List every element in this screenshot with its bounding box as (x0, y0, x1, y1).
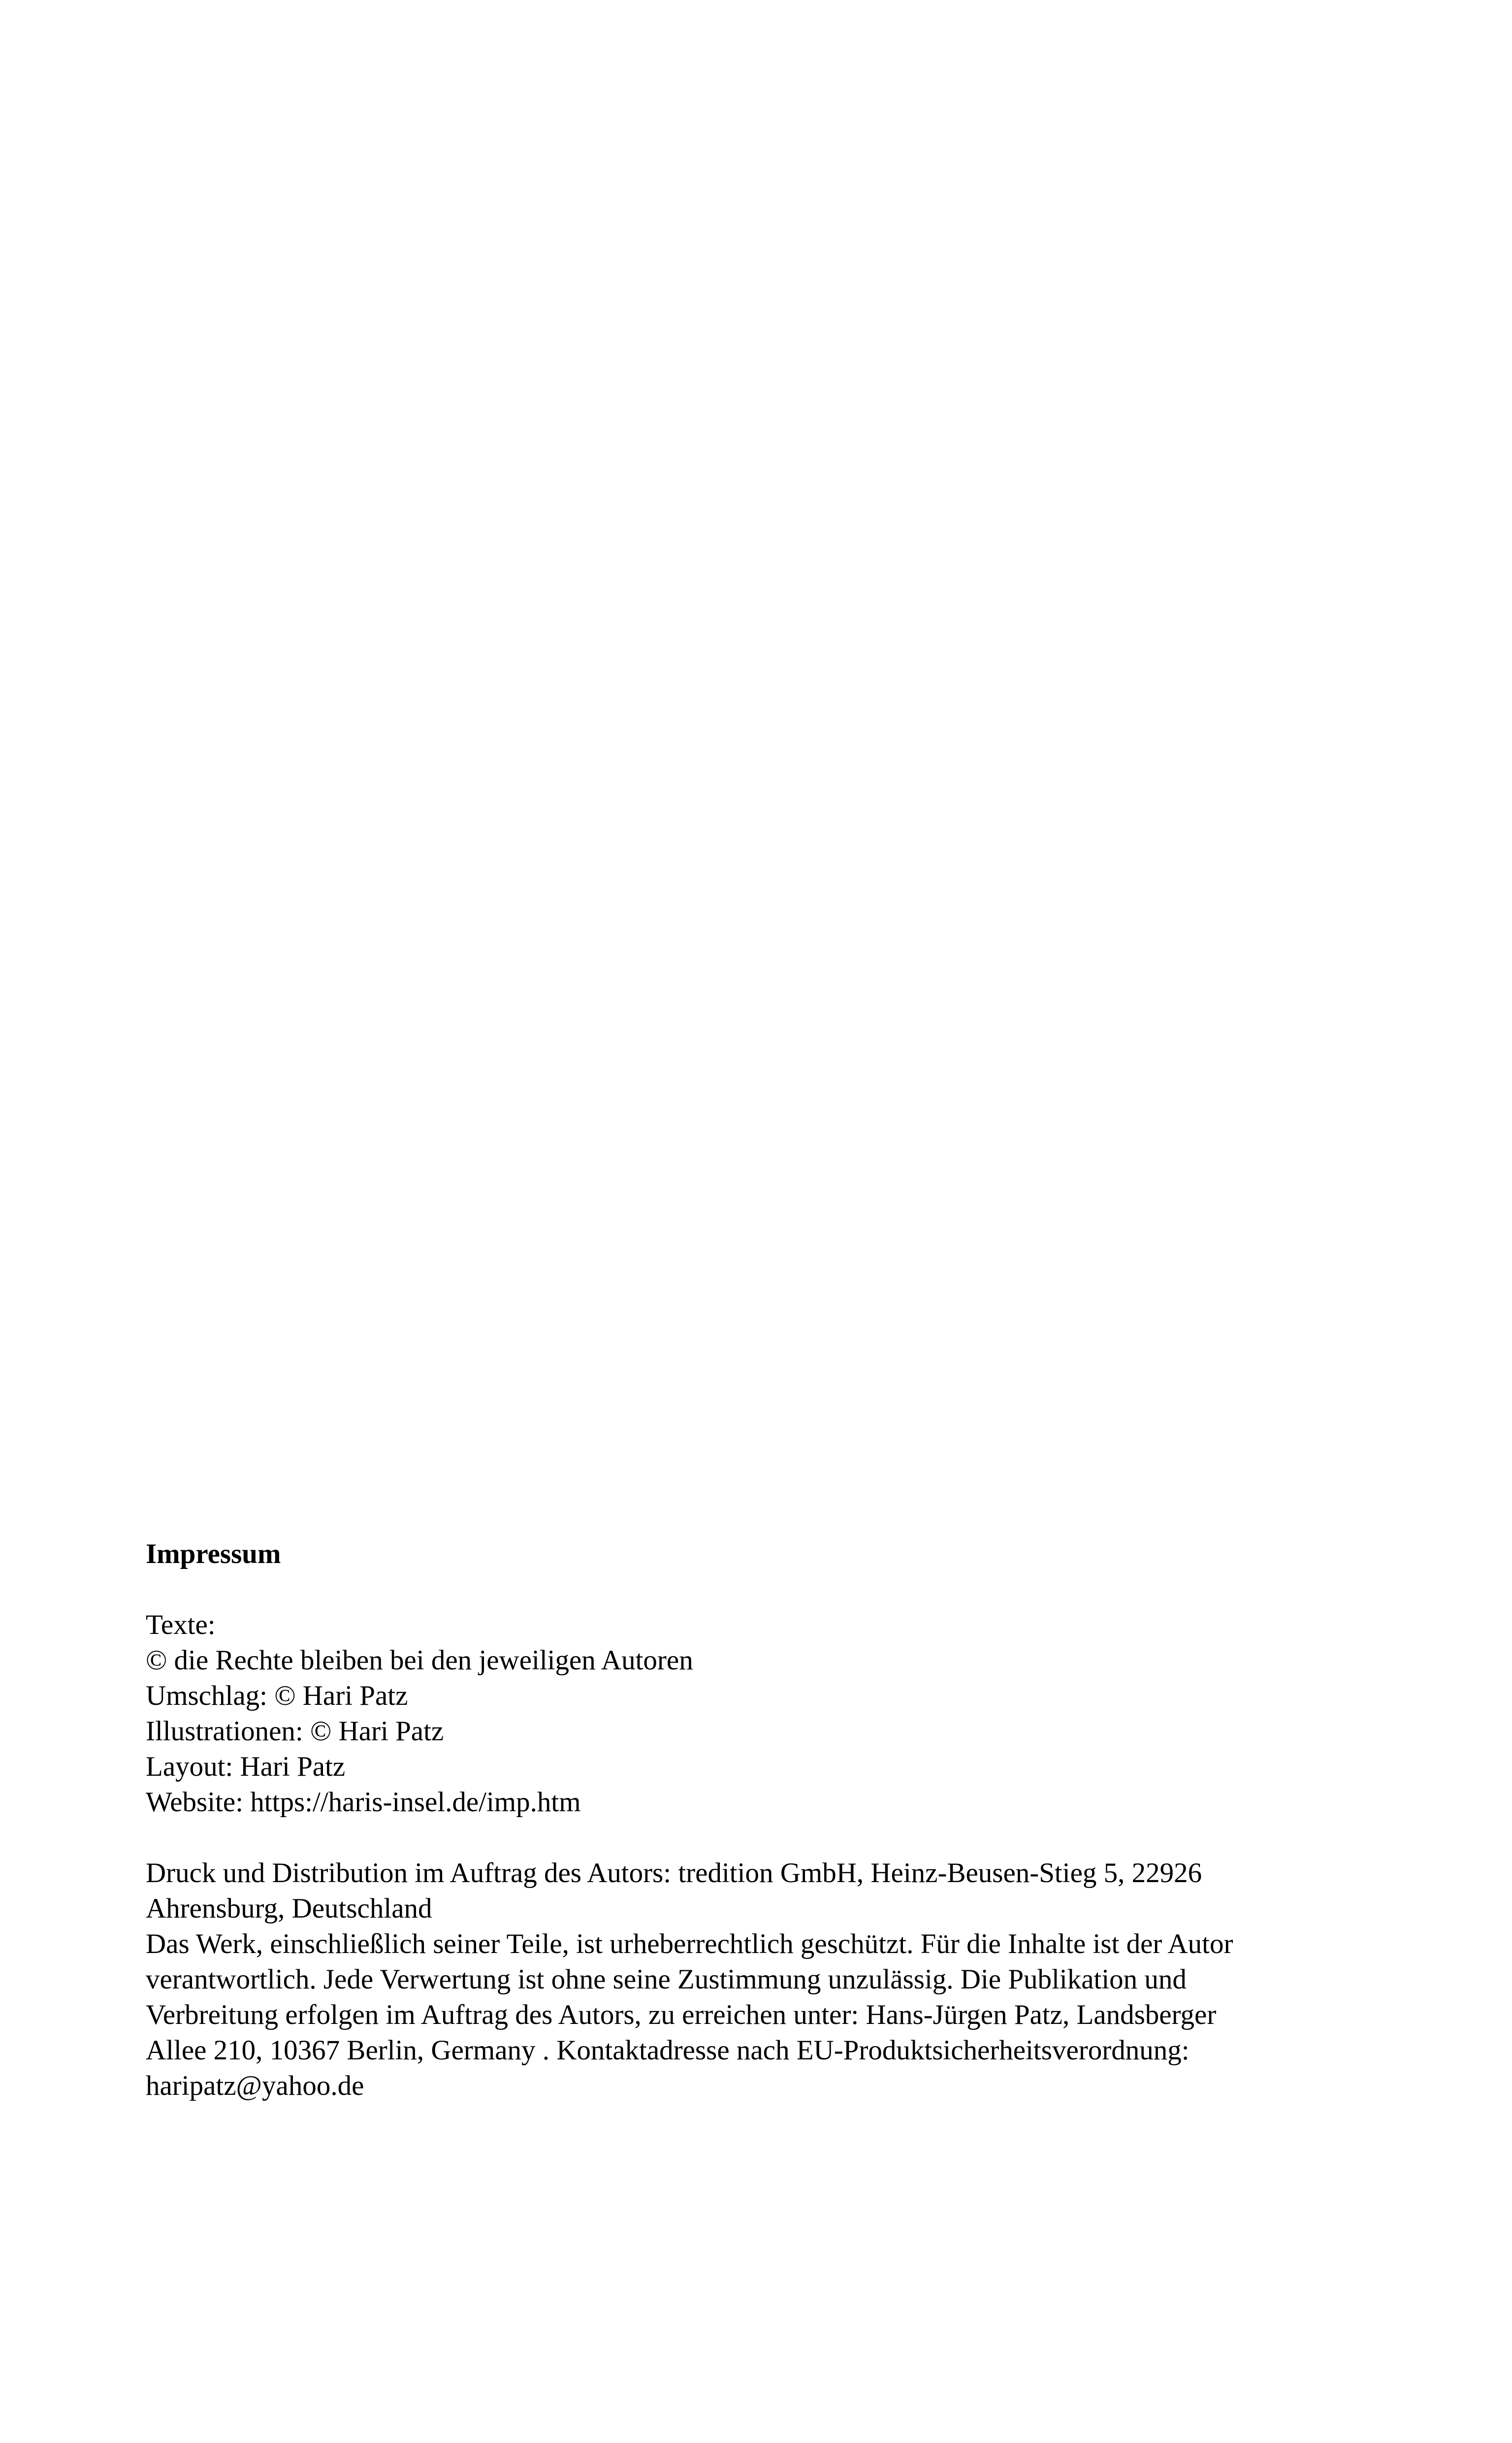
contact-line: Verbreitung erfolgen im Auftrag des Autors, zu erreichen unter: Hans-Jürgen Patz, Landsberger (146, 1999, 1217, 2030)
credit-cover-line: Umschlag: © Hari Patz (146, 1680, 408, 1711)
imprint-block (146, 1536, 1386, 2104)
publisher-line: Druck und Distribution im Auftrag des Autors: tredition GmbH, Heinz-Beusen-Stieg 5, 22926 (146, 1857, 1202, 1889)
copyright-line: Das Werk, einschließlich seiner Teile, ist urheberrechtlich geschützt. Für die Inhalte ist der Autor (146, 1928, 1233, 1959)
contact-line: Allee 210, 10367 Berlin, Germany . Kontaktadresse nach EU-Produktsicherheitsverordnung: (146, 2035, 1190, 2066)
publisher-line: Ahrensburg, Deutschland (146, 1893, 432, 1924)
copyright-line: verantwortlich. Jede Verwertung ist ohne seine Zustimmung unzulässig. Die Publikation und (146, 1964, 1187, 1995)
credit-rights-line: © die Rechte bleiben bei den jeweiligen Autoren (146, 1645, 693, 1676)
credit-texts-label: Texte: (146, 1609, 216, 1640)
credit-layout-line: Layout: Hari Patz (146, 1751, 346, 1782)
spacer (146, 1572, 1386, 1607)
contact-email: haripatz@yahoo.de (146, 2070, 364, 2101)
credit-website-line: Website: https://haris-insel.de/imp.htm (146, 1787, 581, 1818)
spacer (146, 1820, 1386, 1856)
imprint-heading: Impressum (146, 1538, 281, 1569)
credit-illustrations-line: Illustrationen: © Hari Patz (146, 1716, 444, 1747)
